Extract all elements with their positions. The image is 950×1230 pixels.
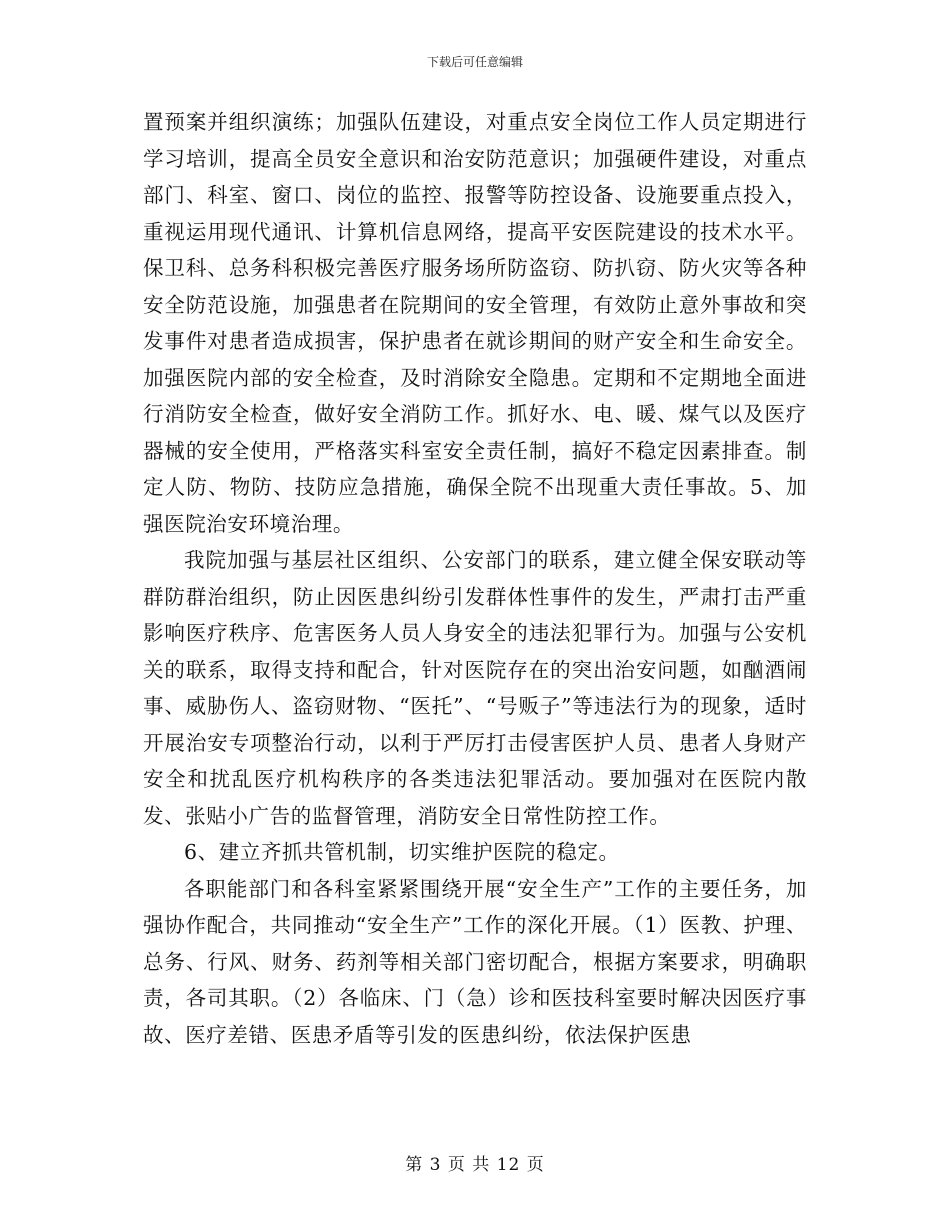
paragraph-1: 置预案并组织演练；加强队伍建设，对重点安全岗位工作人员定期进行学习培训，提高全员安全意识和治安防范意识；加强硬件建设，对重点部门、科室、窗口、岗位的监控、报警等防控设备、设施要重点投入，重视运用现代通讯、计算机信息网络，提高平安医院建设的技术水平。保卫科、总务科积极完善医疗服务场所防盗窃、防扒窃、防火灾等各种安全防范设施，加强患者在院期间的安全管理，有效防止意外事故和突发事件对患者造成损害，保护患者在就诊期间的财产安全和生命安全。加强医院内部的安全检查，及时消除安全隐患。定期和不定期地全面进行消防安全检查，做好安全消防工作。抓好水、电、暖、煤气以及医疗器械的安全使用，严格落实科室安全责任制，搞好不稳定因素排查。制定人防、物防、技防应急措施，确保全院不出现重大责任事故。5、加强医院治安环境治理。 xyxy=(143,110,807,536)
page-number-footer: 第 3 页 共 12 页 xyxy=(405,1155,545,1175)
paragraph-2: 我院加强与基层社区组织、公安部门的联系，建立健全保安联动等群防群治组织，防止因医患纠纷引发群体性事件的发生，严肃打击严重影响医疗秩序、危害医务人员人身安全的违法犯罪行为。加强与公安机关的联系，取得支持和配合，针对医院存在的突出治安问题，如酗酒闹事、威胁伤人、盗窃财物、“医托”、“号贩子”等违法行为的现象，适时开展治安专项整治行动，以利于严厉打击侵害医护人员、患者人身财产安全和扰乱医疗机构秩序的各类违法犯罪活动。要加强对在医院内散发、张贴小广告的监督管理，消防安全日常性防控工作。 xyxy=(143,548,807,828)
paragraph-3: 6、建立齐抓共管机制，切实维护医院的稳定。 xyxy=(184,840,620,864)
paragraph-4: 各职能部门和各科室紧紧围绕开展“安全生产”工作的主要任务，加强协作配合，共同推动“安全生产”工作的深化开展。（1）医教、护理、总务、行风、财务、药剂等相关部门密切配合，根据方案要求，明确职责，各司其职。（2）各临床、门（急）诊和医技科室要时解决因医疗事故、医疗差错、医患矛盾等引发的医患纠纷，依法保护医患 xyxy=(143,876,807,1047)
document-body xyxy=(143,104,807,1053)
page-header: 下载后可任意编辑 xyxy=(426,55,523,69)
